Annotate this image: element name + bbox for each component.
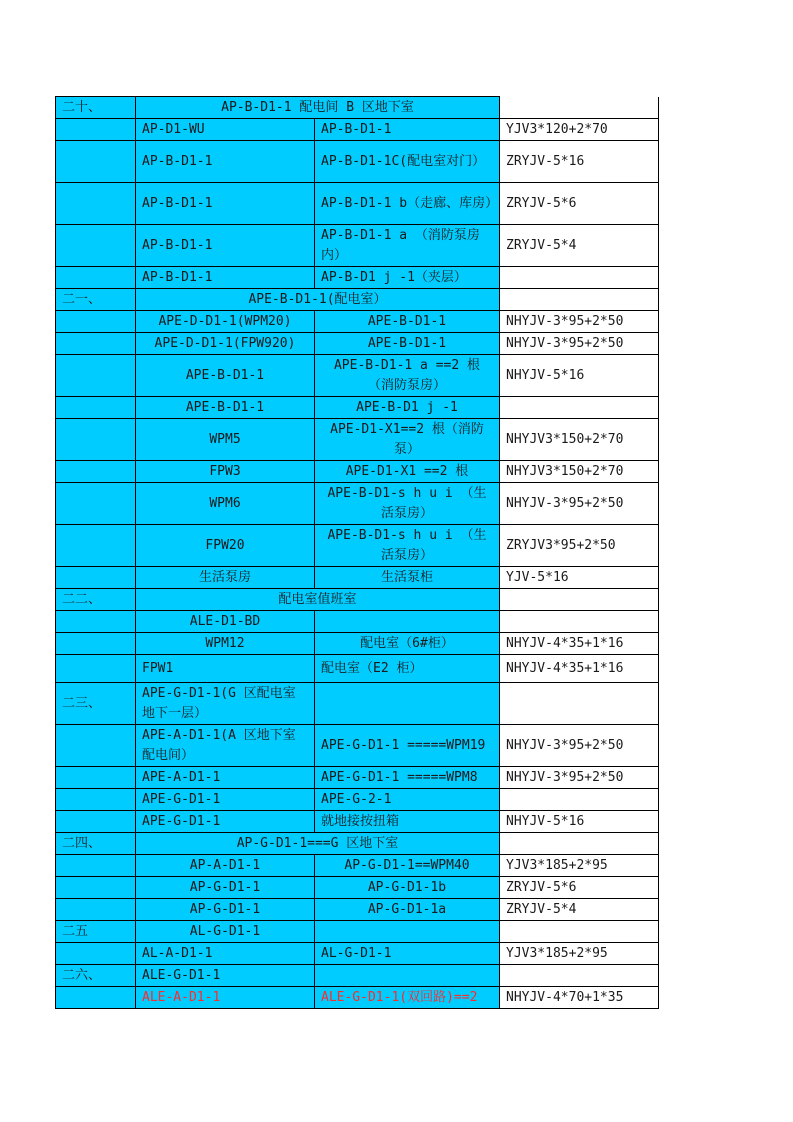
cable-spec-cell[interactable]: ZRYJV-5*16 xyxy=(500,141,659,183)
table-row xyxy=(56,397,659,419)
source-panel-cell[interactable]: APE-B-D1-1(配电室） xyxy=(136,289,500,311)
target-panel-cell[interactable]: AL-G-D1-1 xyxy=(315,943,500,965)
cable-spec-cell[interactable]: NHYJV3*150+2*70 xyxy=(500,419,659,461)
cable-spec-cell[interactable]: ZRYJV-5*6 xyxy=(500,183,659,225)
section-number-cell[interactable] xyxy=(56,397,136,419)
target-panel-cell[interactable] xyxy=(500,97,659,119)
cable-spec-cell[interactable]: NHYJV-3*95+2*50 xyxy=(500,333,659,355)
target-panel-cell[interactable]: APE-B-D1-1 a ==2 根（消防泵房） xyxy=(315,355,500,397)
source-panel-cell[interactable]: APE-A-D1-1(A 区地下室配电间） xyxy=(136,725,315,767)
section-number-cell[interactable] xyxy=(56,855,136,877)
cable-spec-cell[interactable]: NHYJV-4*70+1*35 xyxy=(500,987,659,1009)
target-panel-cell[interactable]: AP-B-D1-1 a （消防泵房内） xyxy=(315,225,500,267)
table-row xyxy=(56,119,659,141)
cable-spec-cell[interactable]: YJV3*185+2*95 xyxy=(500,855,659,877)
target-panel-cell[interactable]: APE-D1-X1==2 根（消防泵） xyxy=(315,419,500,461)
cable-spec-cell[interactable]: ZRYJV-5*4 xyxy=(500,225,659,267)
table-row xyxy=(56,97,659,119)
cable-spec-cell[interactable]: YJV3*120+2*70 xyxy=(500,119,659,141)
source-panel-cell[interactable]: APE-D-D1-1(WPM20) xyxy=(136,311,315,333)
section-number-cell[interactable] xyxy=(56,725,136,767)
cable-spec-cell[interactable]: NHYJV-3*95+2*50 xyxy=(500,483,659,525)
source-panel-cell[interactable]: 生活泵房 xyxy=(136,567,315,589)
section-number-cell[interactable] xyxy=(56,119,136,141)
table-row xyxy=(56,943,659,965)
table-row xyxy=(56,267,659,289)
section-number-cell[interactable] xyxy=(56,183,136,225)
table-row xyxy=(56,525,659,567)
source-panel-cell[interactable]: AP-B-D1-1 配电间 B 区地下室 xyxy=(136,97,500,119)
section-number-cell[interactable]: 二四、 xyxy=(56,833,136,855)
table-row xyxy=(56,611,659,633)
target-panel-cell[interactable]: 生活泵柜 xyxy=(315,567,500,589)
source-panel-cell[interactable]: FPW1 xyxy=(136,655,315,683)
source-panel-cell[interactable]: AL-G-D1-1 xyxy=(136,921,315,943)
section-number-cell[interactable] xyxy=(56,333,136,355)
source-panel-cell[interactable]: AP-D1-WU xyxy=(136,119,315,141)
source-panel-cell[interactable]: APE-A-D1-1 xyxy=(136,767,315,789)
table-row xyxy=(56,811,659,833)
cable-spec-cell[interactable] xyxy=(500,921,659,943)
section-number-cell[interactable]: 二一、 xyxy=(56,289,136,311)
table-row xyxy=(56,461,659,483)
section-number-cell[interactable] xyxy=(56,633,136,655)
source-panel-cell[interactable]: WPM6 xyxy=(136,483,315,525)
source-panel-cell[interactable]: ALE-A-D1-1 xyxy=(136,987,315,1009)
source-panel-cell[interactable]: APE-D-D1-1(FPW920) xyxy=(136,333,315,355)
table-row xyxy=(56,567,659,589)
target-panel-cell[interactable]: AP-G-D1-1a xyxy=(315,899,500,921)
cable-spec-cell[interactable]: ZRYJV-5*6 xyxy=(500,877,659,899)
table-row xyxy=(56,419,659,461)
target-panel-cell[interactable]: 配电室（E2 柜） xyxy=(315,655,500,683)
target-panel-cell[interactable] xyxy=(500,289,659,311)
source-panel-cell[interactable]: AP-G-D1-1===G 区地下室 xyxy=(136,833,500,855)
section-number-cell[interactable] xyxy=(56,141,136,183)
table-row xyxy=(56,289,659,311)
target-panel-cell[interactable]: AP-B-D1 j -1（夹层） xyxy=(315,267,500,289)
cable-spec-cell[interactable]: NHYJV3*150+2*70 xyxy=(500,461,659,483)
table-row xyxy=(56,965,659,987)
section-number-cell[interactable]: 二五 xyxy=(56,921,136,943)
section-number-cell[interactable] xyxy=(56,767,136,789)
source-panel-cell[interactable]: ALE-D1-BD xyxy=(136,611,315,633)
table-row xyxy=(56,333,659,355)
target-panel-cell[interactable]: AP-G-D1-1==WPM40 xyxy=(315,855,500,877)
section-number-cell[interactable] xyxy=(56,943,136,965)
section-number-cell[interactable] xyxy=(56,987,136,1009)
section-number-cell[interactable] xyxy=(56,899,136,921)
target-panel-cell[interactable]: 就地接按扭箱 xyxy=(315,811,500,833)
target-panel-cell[interactable]: APE-B-D1-1 xyxy=(315,311,500,333)
target-panel-cell[interactable] xyxy=(500,589,659,611)
table-row xyxy=(56,183,659,225)
source-panel-cell[interactable]: APE-G-D1-1 xyxy=(136,789,315,811)
section-number-cell[interactable] xyxy=(56,355,136,397)
target-panel-cell[interactable]: AP-B-D1-1 xyxy=(315,119,500,141)
table-row xyxy=(56,789,659,811)
source-panel-cell[interactable]: AP-B-D1-1 xyxy=(136,141,315,183)
section-number-cell[interactable] xyxy=(56,311,136,333)
table-row xyxy=(56,141,659,183)
cable-spec-cell[interactable] xyxy=(500,397,659,419)
target-panel-cell[interactable]: AP-B-D1-1C(配电室对门） xyxy=(315,141,500,183)
cable-spec-cell[interactable] xyxy=(500,789,659,811)
target-panel-cell[interactable]: APE-B-D1-1 xyxy=(315,333,500,355)
section-number-cell[interactable] xyxy=(56,811,136,833)
cable-spec-cell[interactable]: YJV3*185+2*95 xyxy=(500,943,659,965)
target-panel-cell[interactable]: APE-B-D1 j -1 xyxy=(315,397,500,419)
target-panel-cell[interactable] xyxy=(500,833,659,855)
cable-spec-cell[interactable] xyxy=(500,965,659,987)
cable-schedule-table xyxy=(55,96,659,1009)
source-panel-cell[interactable]: WPM5 xyxy=(136,419,315,461)
target-panel-cell[interactable]: ALE-G-D1-1(双回路)==2 xyxy=(315,987,500,1009)
target-panel-cell[interactable]: APE-D1-X1 ==2 根 xyxy=(315,461,500,483)
source-panel-cell[interactable]: FPW3 xyxy=(136,461,315,483)
section-number-cell[interactable] xyxy=(56,877,136,899)
table-row xyxy=(56,225,659,267)
target-panel-cell[interactable]: APE-G-2-1 xyxy=(315,789,500,811)
source-panel-cell[interactable]: 配电室值班室 xyxy=(136,589,500,611)
table-row xyxy=(56,987,659,1009)
section-number-cell[interactable] xyxy=(56,419,136,461)
table-row xyxy=(56,767,659,789)
cable-spec-cell[interactable]: ZRYJV3*95+2*50 xyxy=(500,525,659,567)
section-number-cell[interactable]: 二二、 xyxy=(56,589,136,611)
cable-spec-cell[interactable]: NHYJV-3*95+2*50 xyxy=(500,767,659,789)
cable-spec-cell[interactable]: NHYJV-4*35+1*16 xyxy=(500,633,659,655)
target-panel-cell[interactable] xyxy=(315,921,500,943)
source-panel-cell[interactable]: AP-G-D1-1 xyxy=(136,877,315,899)
source-panel-cell[interactable]: FPW20 xyxy=(136,525,315,567)
table-row xyxy=(56,589,659,611)
target-panel-cell[interactable]: APE-G-D1-1 =====WPM8 xyxy=(315,767,500,789)
target-panel-cell[interactable] xyxy=(315,965,500,987)
cable-spec-cell[interactable]: NHYJV-3*95+2*50 xyxy=(500,311,659,333)
table-row xyxy=(56,855,659,877)
table-row xyxy=(56,899,659,921)
cable-spec-cell[interactable] xyxy=(500,611,659,633)
cable-spec-cell[interactable]: ZRYJV-5*4 xyxy=(500,899,659,921)
section-number-cell[interactable] xyxy=(56,461,136,483)
cable-spec-cell[interactable]: NHYJV-5*16 xyxy=(500,811,659,833)
section-number-cell[interactable] xyxy=(56,225,136,267)
section-number-cell[interactable] xyxy=(56,789,136,811)
section-number-cell[interactable] xyxy=(56,611,136,633)
source-panel-cell[interactable]: APE-G-D1-1 xyxy=(136,811,315,833)
table-row xyxy=(56,483,659,525)
table-row xyxy=(56,633,659,655)
table-row xyxy=(56,725,659,767)
section-number-cell[interactable] xyxy=(56,483,136,525)
target-panel-cell[interactable]: AP-G-D1-1b xyxy=(315,877,500,899)
section-number-cell[interactable]: 二三、 xyxy=(56,683,136,725)
source-panel-cell[interactable]: APE-B-D1-1 xyxy=(136,397,315,419)
table-row xyxy=(56,355,659,397)
target-panel-cell[interactable] xyxy=(315,683,500,725)
target-panel-cell[interactable]: AP-B-D1-1 b（走廊、库房） xyxy=(315,183,500,225)
section-number-cell[interactable] xyxy=(56,655,136,683)
cable-spec-cell[interactable]: YJV-5*16 xyxy=(500,567,659,589)
table-row xyxy=(56,877,659,899)
source-panel-cell[interactable]: AP-B-D1-1 xyxy=(136,225,315,267)
section-number-cell[interactable] xyxy=(56,567,136,589)
table-row xyxy=(56,311,659,333)
cable-spec-cell[interactable] xyxy=(500,267,659,289)
target-panel-cell[interactable]: APE-B-D1-s h u i （生活泵房） xyxy=(315,525,500,567)
target-panel-cell[interactable] xyxy=(315,611,500,633)
source-panel-cell[interactable]: AP-B-D1-1 xyxy=(136,267,315,289)
cable-spec-cell[interactable]: NHYJV-5*16 xyxy=(500,355,659,397)
table-row xyxy=(56,683,659,725)
source-panel-cell[interactable]: AP-G-D1-1 xyxy=(136,899,315,921)
source-panel-cell[interactable]: WPM12 xyxy=(136,633,315,655)
source-panel-cell[interactable]: APE-B-D1-1 xyxy=(136,355,315,397)
table-row xyxy=(56,655,659,683)
section-number-cell[interactable] xyxy=(56,267,136,289)
source-panel-cell[interactable]: APE-G-D1-1(G 区配电室地下一层） xyxy=(136,683,315,725)
cable-spec-cell[interactable] xyxy=(500,683,659,725)
section-number-cell[interactable]: 二十、 xyxy=(56,97,136,119)
cable-spec-cell[interactable]: NHYJV-4*35+1*16 xyxy=(500,655,659,683)
target-panel-cell[interactable]: APE-G-D1-1 =====WPM19 xyxy=(315,725,500,767)
table-row xyxy=(56,833,659,855)
source-panel-cell[interactable]: AL-A-D1-1 xyxy=(136,943,315,965)
cable-schedule-body xyxy=(56,97,659,1009)
source-panel-cell[interactable]: ALE-G-D1-1 xyxy=(136,965,315,987)
cable-spec-cell[interactable]: NHYJV-3*95+2*50 xyxy=(500,725,659,767)
table-row xyxy=(56,921,659,943)
target-panel-cell[interactable]: 配电室（6#柜） xyxy=(315,633,500,655)
section-number-cell[interactable]: 二六、 xyxy=(56,965,136,987)
target-panel-cell[interactable]: APE-B-D1-s h u i （生活泵房） xyxy=(315,483,500,525)
source-panel-cell[interactable]: AP-B-D1-1 xyxy=(136,183,315,225)
source-panel-cell[interactable]: AP-A-D1-1 xyxy=(136,855,315,877)
section-number-cell[interactable] xyxy=(56,525,136,567)
